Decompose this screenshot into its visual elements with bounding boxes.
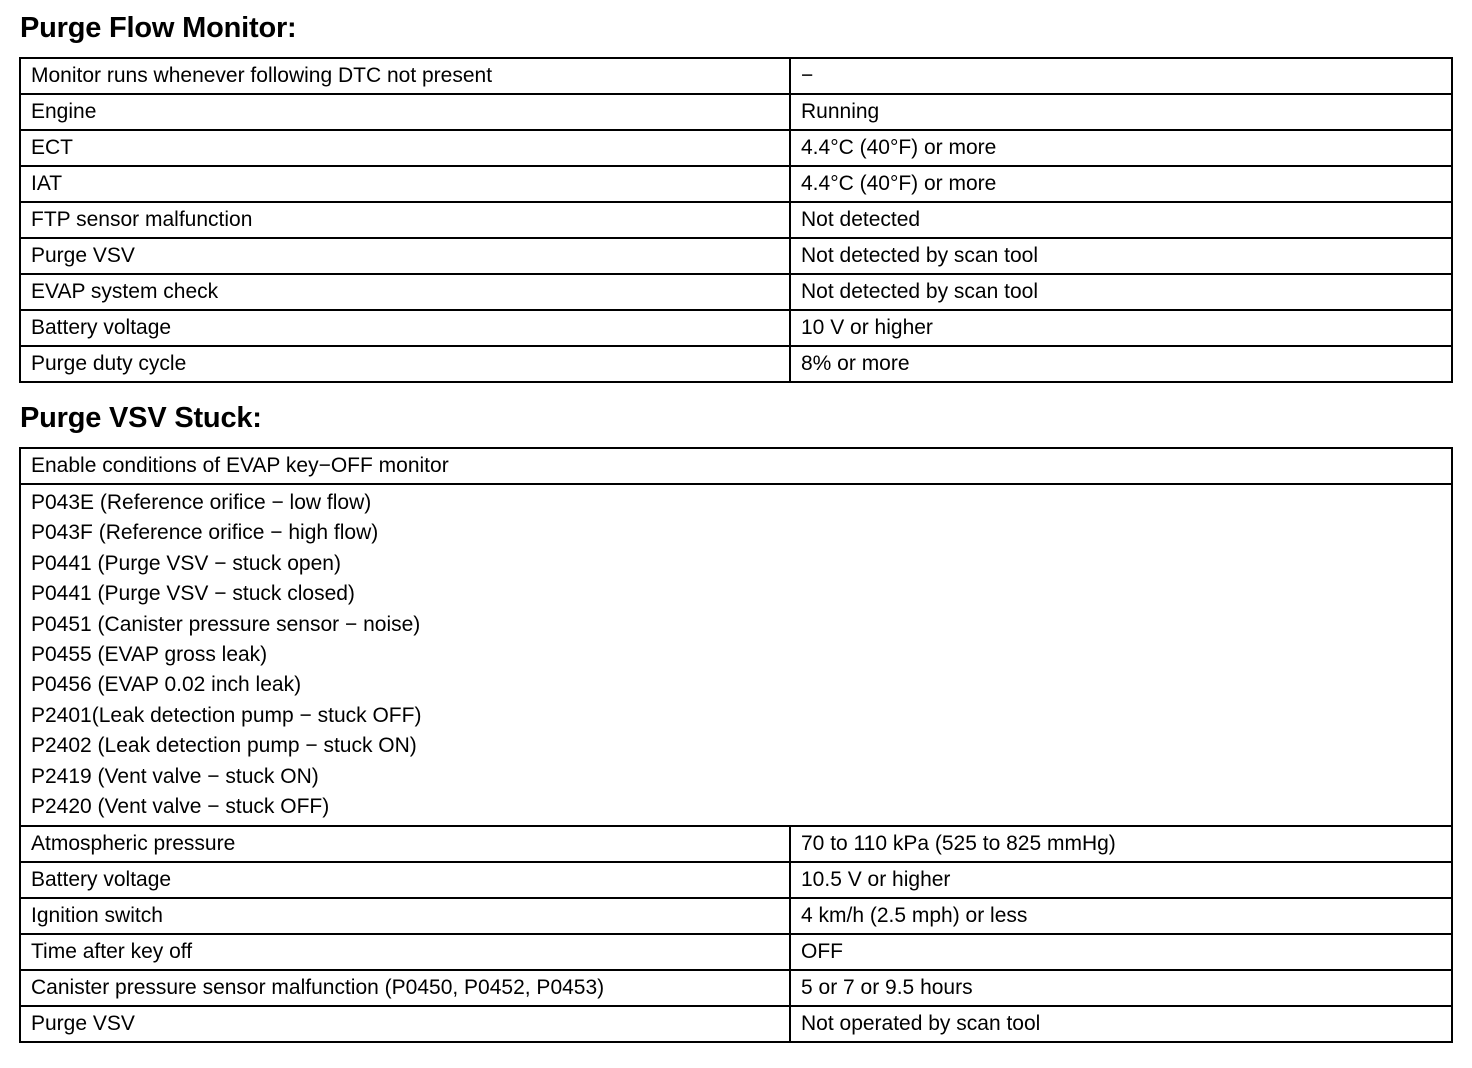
table-row (20, 310, 1452, 346)
purge-vsv-stuck-table (19, 447, 1453, 1043)
list-item: P0451 (Canister pressure sensor − noise) (31, 612, 421, 636)
condition-label: Atmospheric pressure (20, 826, 790, 862)
list-item: P043E (Reference orifice − low flow) (31, 491, 372, 514)
dtc-list-row (20, 484, 1452, 826)
condition-value: Not detected (790, 202, 1452, 238)
condition-value: 10.5 V or higher (790, 862, 1452, 898)
purge-flow-monitor-table (19, 57, 1453, 383)
condition-value: 5 or 7 or 9.5 hours (790, 970, 1452, 1006)
condition-label: Battery voltage (20, 862, 790, 898)
condition-label: ECT (20, 130, 790, 166)
table-header-row (20, 448, 1452, 484)
condition-value: − (790, 58, 1452, 94)
table-row (20, 58, 1452, 94)
table-row (20, 862, 1452, 898)
condition-value: 4.4°C (40°F) or more (790, 130, 1452, 166)
enable-conditions-header: Enable conditions of EVAP key−OFF monitor (20, 448, 1452, 484)
condition-label: Purge VSV (20, 1006, 790, 1042)
table-row (20, 1006, 1452, 1042)
list-item: P2420 (Vent valve − stuck OFF) (31, 795, 330, 819)
condition-label: Canister pressure sensor malfunction (P0450, P0452, P0453) (20, 970, 790, 1006)
table-row (20, 238, 1452, 274)
condition-label: FTP sensor malfunction (20, 202, 790, 238)
section-title-purge-flow-monitor: Purge Flow Monitor: (20, 12, 297, 44)
condition-label: Engine (20, 94, 790, 130)
table-row (20, 934, 1452, 970)
condition-label: IAT (20, 166, 790, 202)
condition-value: Not detected by scan tool (790, 274, 1452, 310)
condition-value: Not operated by scan tool (790, 1006, 1452, 1042)
condition-value: 4 km/h (2.5 mph) or less (790, 898, 1452, 934)
list-item: P043F (Reference orifice − high flow) (31, 521, 379, 545)
condition-value: 8% or more (790, 346, 1452, 382)
table-row (20, 202, 1452, 238)
table-row (20, 826, 1452, 862)
table-row (20, 130, 1452, 166)
table-row (20, 94, 1452, 130)
condition-value: 10 V or higher (790, 310, 1452, 346)
table-row (20, 346, 1452, 382)
condition-value: 70 to 110 kPa (525 to 825 mmHg) (790, 826, 1452, 862)
dtc-list (20, 484, 1452, 826)
list-item: P2419 (Vent valve − stuck ON) (31, 764, 319, 788)
condition-value: Running (790, 94, 1452, 130)
section-title-purge-vsv-stuck: Purge VSV Stuck: (20, 402, 262, 434)
condition-label: Monitor runs whenever following DTC not present (20, 58, 790, 94)
list-item: P0455 (EVAP gross leak) (31, 643, 268, 667)
list-item: P0441 (Purge VSV − stuck open) (31, 551, 341, 575)
table-row (20, 274, 1452, 310)
table-row (20, 898, 1452, 934)
condition-value: 4.4°C (40°F) or more (790, 166, 1452, 202)
table-row (20, 166, 1452, 202)
list-item: P0441 (Purge VSV − stuck closed) (31, 582, 355, 606)
condition-label: EVAP system check (20, 274, 790, 310)
condition-label: Battery voltage (20, 310, 790, 346)
table-row (20, 970, 1452, 1006)
condition-label: Time after key off (20, 934, 790, 970)
condition-value: Not detected by scan tool (790, 238, 1452, 274)
list-item: P0456 (EVAP 0.02 inch leak) (31, 673, 302, 697)
condition-label: Purge VSV (20, 238, 790, 274)
condition-label: Purge duty cycle (20, 346, 790, 382)
list-item: P2402 (Leak detection pump − stuck ON) (31, 734, 417, 758)
list-item: P2401(Leak detection pump − stuck OFF) (31, 703, 422, 727)
condition-label: Ignition switch (20, 898, 790, 934)
condition-value: OFF (790, 934, 1452, 970)
